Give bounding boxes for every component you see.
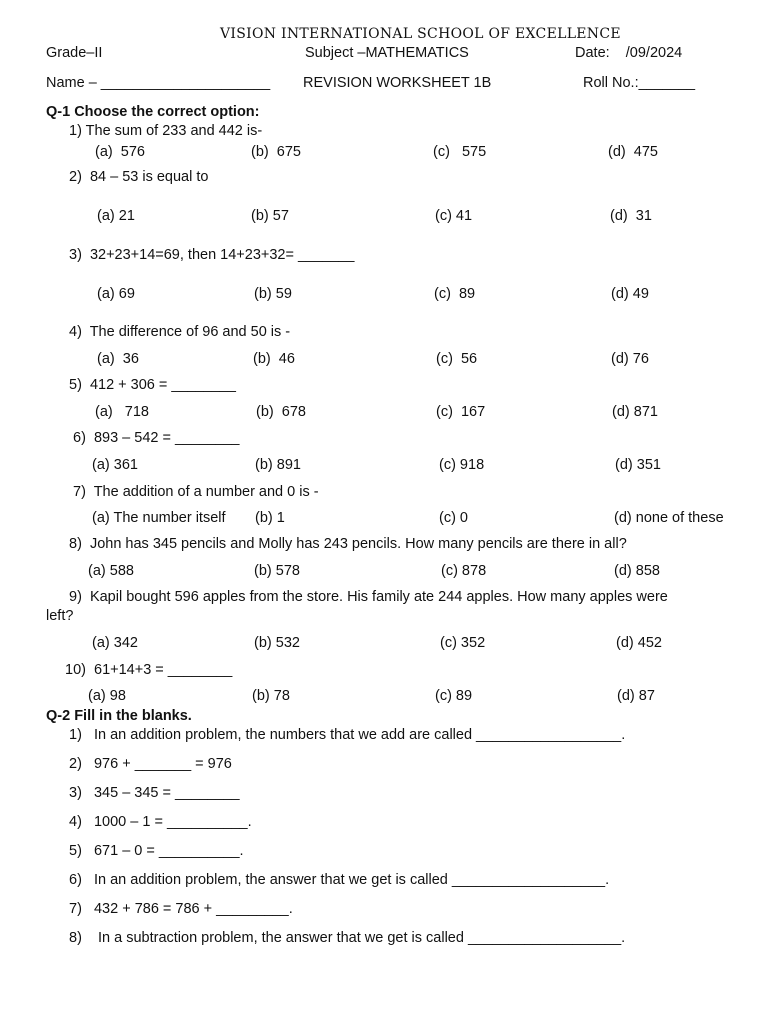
name-field: Name – _____________________ — [46, 75, 271, 91]
q8-option-b: (b) 578 — [254, 563, 300, 579]
q5-option-d: (d) 871 — [612, 404, 658, 420]
q1-option-d: (d) 475 — [608, 144, 658, 160]
q10-option-a: (a) 98 — [88, 688, 126, 704]
question-2: 2) 84 – 53 is equal to — [69, 169, 209, 185]
fill-blank-8: 8) In a subtraction problem, the answer that we get is called ___________________. — [69, 930, 626, 946]
q8-option-c: (c) 878 — [441, 563, 487, 579]
q4-option-b: (b) 46 — [253, 351, 295, 367]
q9-option-d: (d) 452 — [616, 635, 662, 651]
question-5: 5) 412 + 306 = ________ — [69, 377, 236, 393]
q1-option-b: (b) 675 — [251, 144, 301, 160]
question-9-continued: left? — [46, 608, 74, 624]
fill-blank-7: 7) 432 + 786 = 786 + _________. — [69, 901, 293, 917]
q10-option-b: (b) 78 — [252, 688, 290, 704]
q6-option-c: (c) 918 — [439, 457, 485, 473]
q6-option-b: (b) 891 — [255, 457, 301, 473]
worksheet-title: REVISION WORKSHEET 1B — [303, 75, 492, 91]
roll-number-field: Roll No.:_______ — [583, 75, 696, 91]
question-4: 4) The difference of 96 and 50 is - — [69, 324, 291, 340]
fill-blank-1: 1) In an addition problem, the numbers that we add are called __________________. — [69, 727, 626, 743]
question-8: 8) John has 345 pencils and Molly has 243 pencils. How many pencils are there in all? — [69, 536, 627, 552]
q8-option-a: (a) 588 — [88, 563, 134, 579]
q6-option-a: (a) 361 — [92, 457, 138, 473]
fill-blank-4: 4) 1000 – 1 = __________. — [69, 814, 252, 830]
q4-option-c: (c) 56 — [436, 351, 478, 367]
grade-label: Grade–II — [46, 45, 103, 61]
q2-option-c: (c) 41 — [435, 208, 473, 224]
question-7: 7) The addition of a number and 0 is - — [73, 484, 319, 500]
q3-option-a: (a) 69 — [97, 286, 135, 302]
q8-option-d: (d) 858 — [614, 563, 660, 579]
question-9: 9) Kapil bought 596 apples from the store. His family ate 244 apples. How many apples were — [69, 589, 668, 605]
q10-option-d: (d) 87 — [617, 688, 655, 704]
q3-option-c: (c) 89 — [434, 286, 476, 302]
q9-option-b: (b) 532 — [254, 635, 300, 651]
fill-blank-3: 3) 345 – 345 = ________ — [69, 785, 240, 801]
q10-option-c: (c) 89 — [435, 688, 473, 704]
question-6: 6) 893 – 542 = ________ — [73, 430, 240, 446]
q2-option-a: (a) 21 — [97, 208, 135, 224]
date-label: Date: /09/2024 — [575, 45, 683, 61]
question-1: 1) The sum of 233 and 442 is- — [69, 123, 263, 139]
q9-option-c: (c) 352 — [440, 635, 486, 651]
fill-blank-2: 2) 976 + _______ = 976 — [69, 756, 232, 772]
section1-heading: Q-1 Choose the correct option: — [46, 104, 260, 120]
q5-option-a: (a) 718 — [95, 404, 149, 420]
question-10: 10) 61+14+3 = ________ — [65, 662, 233, 678]
fill-blank-6: 6) In an addition problem, the answer that we get is called ___________________. — [69, 872, 610, 888]
q1-option-a: (a) 576 — [95, 144, 145, 160]
q7-option-d: (d) none of these — [614, 510, 724, 526]
q7-option-c: (c) 0 — [439, 510, 468, 526]
q4-option-a: (a) 36 — [97, 351, 139, 367]
q6-option-d: (d) 351 — [615, 457, 661, 473]
fill-blank-5: 5) 671 – 0 = __________. — [69, 843, 244, 859]
q9-option-a: (a) 342 — [92, 635, 138, 651]
question-3: 3) 32+23+14=69, then 14+23+32= _______ — [69, 247, 355, 263]
q5-option-b: (b) 678 — [256, 404, 306, 420]
q3-option-d: (d) 49 — [611, 286, 649, 302]
q1-option-c: (c) 575 — [433, 144, 487, 160]
school-name: VISION INTERNATIONAL SCHOOL OF EXCELLENCE — [220, 26, 621, 42]
q3-option-b: (b) 59 — [254, 286, 292, 302]
q7-option-b: (b) 1 — [255, 510, 285, 526]
q2-option-d: (d) 31 — [610, 208, 652, 224]
q4-option-d: (d) 76 — [611, 351, 649, 367]
q2-option-b: (b) 57 — [251, 208, 289, 224]
section2-heading: Q-2 Fill in the blanks. — [46, 708, 192, 724]
subject-label: Subject –MATHEMATICS — [305, 45, 469, 61]
q7-option-a: (a) The number itself — [92, 510, 226, 526]
q5-option-c: (c) 167 — [436, 404, 486, 420]
